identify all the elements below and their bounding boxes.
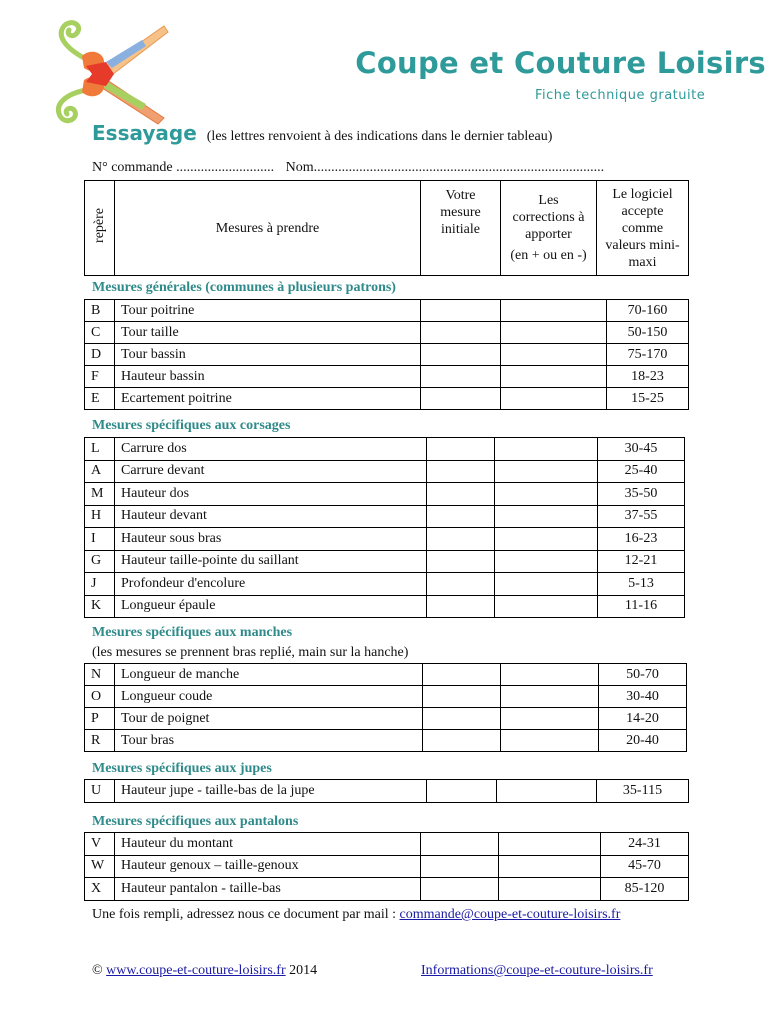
- range-value: 14-20: [599, 708, 687, 730]
- measure-code: G: [85, 550, 115, 573]
- section-title: Mesures spécifiques aux pantalons: [92, 814, 299, 829]
- measure-label: Hauteur du montant: [115, 833, 421, 856]
- initial-measure-cell[interactable]: [427, 573, 495, 596]
- measure-code: N: [85, 664, 115, 686]
- measure-label: Longueur épaule: [115, 595, 427, 618]
- section-title: Mesures générales (communes à plusieurs patrons): [92, 280, 396, 295]
- page-title: Essayage: [92, 121, 197, 145]
- website-link[interactable]: www.coupe-et-couture-loisirs.fr: [106, 963, 286, 978]
- correction-cell[interactable]: [501, 388, 607, 410]
- initial-measure-cell[interactable]: [423, 730, 501, 752]
- measure-label: Carrure dos: [115, 438, 427, 461]
- initial-measure-cell[interactable]: [427, 780, 497, 803]
- table-row: [85, 366, 689, 388]
- correction-cell[interactable]: [501, 686, 599, 708]
- table-row: [85, 878, 689, 901]
- correction-cell[interactable]: [495, 528, 598, 551]
- order-email-link[interactable]: commande@coupe-et-couture-loisirs.fr: [399, 907, 621, 922]
- measure-code: K: [85, 595, 115, 618]
- initial-measure-cell[interactable]: [427, 438, 495, 461]
- measure-label: Carrure devant: [115, 460, 427, 483]
- initial-measure-cell[interactable]: [427, 550, 495, 573]
- table-row: [85, 595, 685, 618]
- correction-cell[interactable]: [495, 505, 598, 528]
- initial-measure-cell[interactable]: [421, 322, 501, 344]
- measurement-table: [84, 299, 689, 410]
- initial-measure-cell[interactable]: [421, 300, 501, 322]
- send-text: Une fois rempli, adressez nous ce document par mail :: [92, 907, 400, 922]
- measure-label: Ecartement poitrine: [115, 388, 421, 410]
- table-row: [85, 855, 689, 878]
- range-value: 18-23: [607, 366, 689, 388]
- table-row: [85, 708, 687, 730]
- brand-title: Coupe et Couture Loisirs: [355, 46, 766, 80]
- measure-code: W: [85, 855, 115, 878]
- table-row: [85, 780, 689, 803]
- correction-cell[interactable]: [501, 300, 607, 322]
- measure-code: U: [85, 780, 115, 803]
- range-value: 15-25: [607, 388, 689, 410]
- correction-cell[interactable]: [495, 595, 598, 618]
- initial-measure-cell[interactable]: [421, 366, 501, 388]
- measure-code: H: [85, 505, 115, 528]
- correction-cell[interactable]: [501, 344, 607, 366]
- column-header-table: [84, 180, 689, 276]
- correction-cell[interactable]: [495, 438, 598, 461]
- correction-cell[interactable]: [499, 878, 601, 901]
- correction-cell[interactable]: [499, 833, 601, 856]
- measurement-table: [84, 437, 685, 618]
- initial-measure-cell[interactable]: [421, 388, 501, 410]
- measure-label: Longueur de manche: [115, 664, 423, 686]
- table-row: [85, 550, 685, 573]
- section-title: Mesures spécifiques aux manches: [92, 625, 293, 640]
- range-value: 45-70: [601, 855, 689, 878]
- measure-label: Tour bras: [115, 730, 423, 752]
- initial-measure-cell[interactable]: [423, 664, 501, 686]
- measure-label: Hauteur jupe - taille-bas de la jupe: [115, 780, 427, 803]
- table-row: [85, 686, 687, 708]
- range-value: 12-21: [598, 550, 685, 573]
- measure-label: Hauteur devant: [115, 505, 427, 528]
- measure-label: Hauteur taille-pointe du saillant: [115, 550, 427, 573]
- section-title: Mesures spécifiques aux corsages: [92, 418, 291, 433]
- range-value: 20-40: [599, 730, 687, 752]
- measure-code: I: [85, 528, 115, 551]
- send-instructions: [92, 907, 620, 923]
- range-value: 75-170: [607, 344, 689, 366]
- correction-cell[interactable]: [499, 855, 601, 878]
- name-field[interactable]: Nom...................................................................................: [285, 160, 605, 175]
- measure-code: C: [85, 322, 115, 344]
- page-heading: [92, 121, 552, 145]
- initial-measure-cell[interactable]: [421, 344, 501, 366]
- measure-code: B: [85, 300, 115, 322]
- measure-code: X: [85, 878, 115, 901]
- header-repere: repère: [85, 181, 115, 276]
- table-row: [85, 322, 689, 344]
- order-number-field[interactable]: N° commande ............................: [92, 160, 275, 175]
- measurement-table: [84, 779, 689, 803]
- copyright-year: 2014: [289, 963, 318, 978]
- measure-code: A: [85, 460, 115, 483]
- measure-code: J: [85, 573, 115, 596]
- measure-code: O: [85, 686, 115, 708]
- copyright-symbol: ©: [92, 963, 103, 978]
- initial-measure-cell[interactable]: [423, 686, 501, 708]
- range-value: 50-150: [607, 322, 689, 344]
- range-value: 25-40: [598, 460, 685, 483]
- range-value: 16-23: [598, 528, 685, 551]
- initial-measure-cell[interactable]: [421, 855, 499, 878]
- correction-cell[interactable]: [501, 730, 599, 752]
- table-row: [85, 505, 685, 528]
- table-row: [85, 730, 687, 752]
- initial-measure-cell[interactable]: [427, 528, 495, 551]
- measure-code: F: [85, 366, 115, 388]
- table-row: [85, 388, 689, 410]
- range-value: 35-115: [597, 780, 689, 803]
- initial-measure-cell[interactable]: [423, 708, 501, 730]
- header-corrections: [501, 181, 597, 276]
- measure-label: Hauteur sous bras: [115, 528, 427, 551]
- measure-label: Hauteur genoux – taille-genoux: [115, 855, 421, 878]
- measure-code: R: [85, 730, 115, 752]
- range-value: 70-160: [607, 300, 689, 322]
- brand-subtitle: Fiche technique gratuite: [535, 88, 706, 103]
- measure-label: Tour poitrine: [115, 300, 421, 322]
- order-line: [92, 160, 604, 176]
- range-value: 24-31: [601, 833, 689, 856]
- measure-code: V: [85, 833, 115, 856]
- range-value: 5-13: [598, 573, 685, 596]
- range-value: 50-70: [599, 664, 687, 686]
- measure-label: Hauteur pantalon - taille-bas: [115, 878, 421, 901]
- range-value: 85-120: [601, 878, 689, 901]
- initial-measure-cell[interactable]: [427, 483, 495, 506]
- range-value: 30-40: [599, 686, 687, 708]
- section-note: (les mesures se prennent bras replié, main sur la hanche): [92, 645, 409, 660]
- header-corrections-sub: (en + ou en -): [510, 248, 587, 263]
- correction-cell[interactable]: [495, 460, 598, 483]
- measure-label: Hauteur bassin: [115, 366, 421, 388]
- header-mesures: Mesures à prendre: [115, 181, 421, 276]
- table-row: [85, 300, 689, 322]
- measure-code: L: [85, 438, 115, 461]
- table-row: [85, 833, 689, 856]
- header-logiciel: Le logiciel accepte comme valeurs mini-maxi: [597, 181, 689, 276]
- measure-label: Tour taille: [115, 322, 421, 344]
- measure-label: Tour bassin: [115, 344, 421, 366]
- measure-code: E: [85, 388, 115, 410]
- measure-code: M: [85, 483, 115, 506]
- table-row: [85, 460, 685, 483]
- range-value: 30-45: [598, 438, 685, 461]
- table-row: [85, 438, 685, 461]
- header-corrections-label: Les corrections à apporter: [512, 193, 585, 242]
- table-row: [85, 573, 685, 596]
- correction-cell[interactable]: [495, 573, 598, 596]
- initial-measure-cell[interactable]: [427, 505, 495, 528]
- table-row: [85, 344, 689, 366]
- correction-cell[interactable]: [495, 550, 598, 573]
- initial-measure-cell[interactable]: [427, 460, 495, 483]
- range-value: 11-16: [598, 595, 685, 618]
- copyright: [92, 963, 317, 979]
- table-row: [85, 664, 687, 686]
- info-email: [421, 963, 653, 979]
- initial-measure-cell[interactable]: [427, 595, 495, 618]
- range-value: 37-55: [598, 505, 685, 528]
- measure-label: Tour de poignet: [115, 708, 423, 730]
- measurement-table: [84, 663, 687, 752]
- range-value: 35-50: [598, 483, 685, 506]
- correction-cell[interactable]: [501, 322, 607, 344]
- table-row: [85, 483, 685, 506]
- info-email-link[interactable]: Informations@coupe-et-couture-loisirs.fr: [421, 963, 653, 978]
- measure-label: Hauteur dos: [115, 483, 427, 506]
- correction-cell[interactable]: [497, 780, 597, 803]
- initial-measure-cell[interactable]: [421, 833, 499, 856]
- measure-code: D: [85, 344, 115, 366]
- measure-label: Longueur coude: [115, 686, 423, 708]
- correction-cell[interactable]: [495, 483, 598, 506]
- page-title-note: (les lettres renvoient à des indications dans le dernier tableau): [206, 129, 553, 144]
- measurement-table: [84, 832, 689, 901]
- correction-cell[interactable]: [501, 708, 599, 730]
- measure-label: Profondeur d'encolure: [115, 573, 427, 596]
- initial-measure-cell[interactable]: [421, 878, 499, 901]
- table-row: [85, 528, 685, 551]
- brand-logo-icon: [46, 18, 172, 126]
- measure-code: P: [85, 708, 115, 730]
- correction-cell[interactable]: [501, 366, 607, 388]
- section-title: Mesures spécifiques aux jupes: [92, 761, 272, 776]
- header-votre-mesure: Votre mesure initiale: [421, 181, 501, 276]
- correction-cell[interactable]: [501, 664, 599, 686]
